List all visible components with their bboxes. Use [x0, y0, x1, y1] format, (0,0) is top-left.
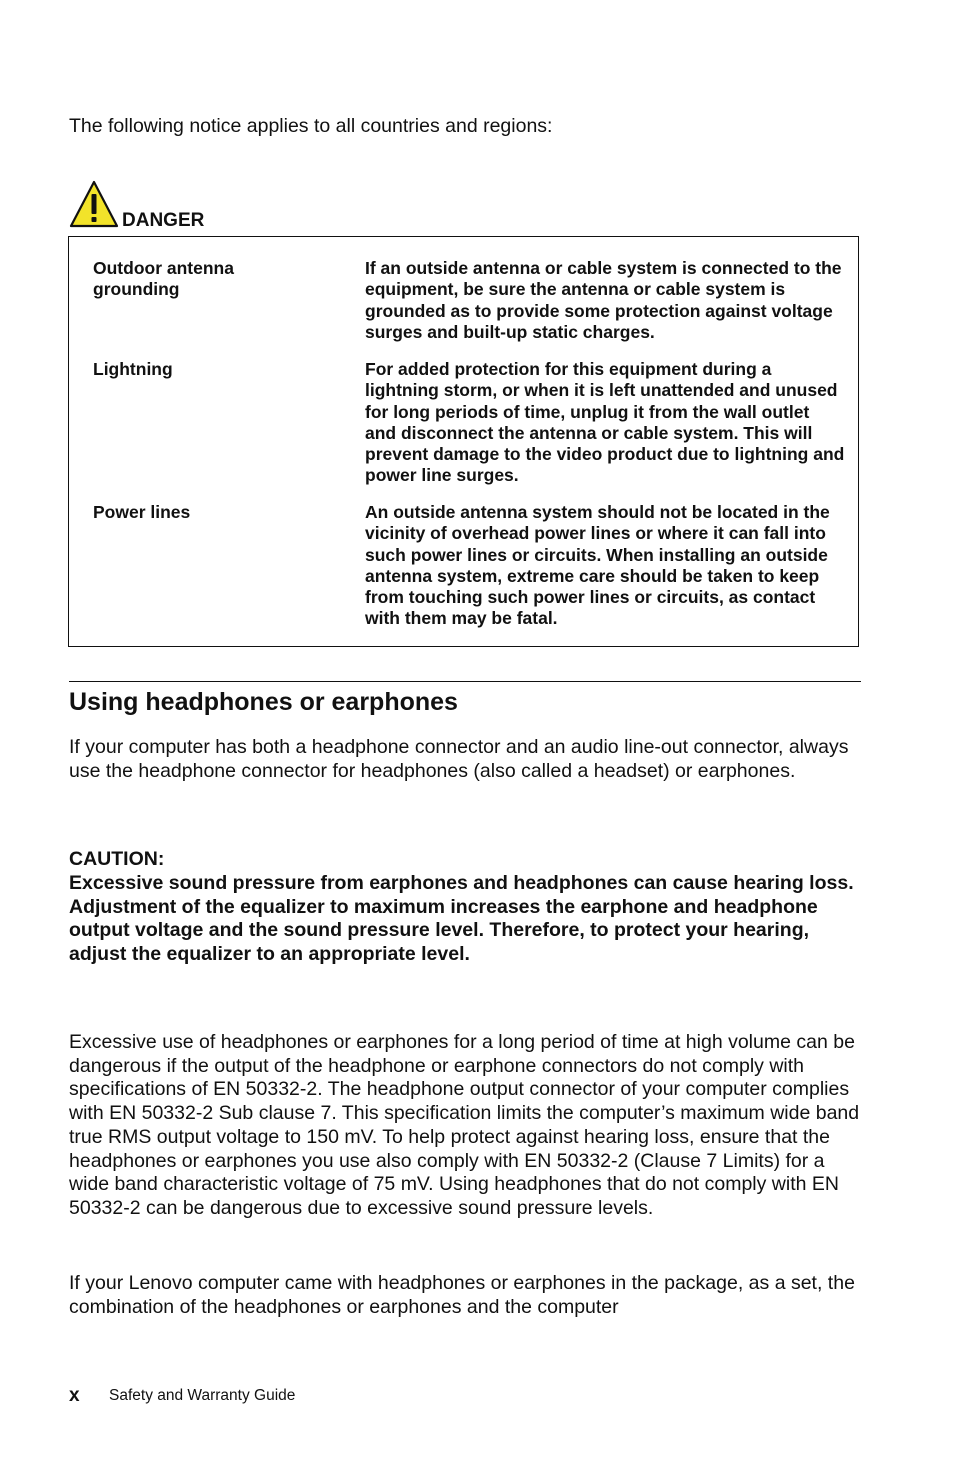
- danger-description: An outside antenna system should not be located in the vicinity of overhead power lines or where it can fall into such power lines or circuits. When installing an outside antenna system, extreme care should be taken to keep from touching such power lines or circuits, as contact with them may be fatal.: [365, 502, 830, 629]
- danger-header: [69, 180, 369, 230]
- section-divider: [69, 681, 861, 682]
- danger-term: Lightning: [93, 359, 173, 379]
- danger-notice-box: [68, 236, 859, 647]
- intro-text: The following notice applies to all countries and regions:: [69, 115, 553, 137]
- danger-label: DANGER: [122, 210, 205, 231]
- warning-triangle-icon: [69, 180, 119, 230]
- danger-term: Power lines: [93, 502, 191, 522]
- danger-term: Outdoor antenna grounding: [93, 258, 234, 300]
- paragraph-connector: If your computer has both a headphone connector and an audio line-out connector, always use the headphone connector for headphones (also called a headset) or earphones.: [69, 736, 849, 782]
- page-number: x: [69, 1385, 80, 1406]
- danger-description: For added protection for this equipment during a lightning storm, or when it is left unattended and unused for long periods of time, unplug it from the wall outlet and disconnect the antenna or cable system. This will prevent damage to the video product due to lightning and power line surges.: [365, 359, 845, 486]
- paragraph-en50332: Excessive use of headphones or earphones for a long period of time at high volume can be dangerous if the output of the headphone or earphone connectors do not comply with specifications of EN 50332-2. The headphone output connector of your computer complies with EN 50332-2 Sub clause 7. This specification limits the computer’s maximum wide band true RMS output voltage to 150 mV. To help protect against hearing loss, ensure that the headphones or earphones you use also comply with EN 50332-2 (Clause 7 Limits) for a wide band characteristic voltage of 75 mV. Using headphones that do not comply with EN 50332-2 can be dangerous due to excessive sound pressure levels.: [69, 1031, 860, 1219]
- footer-title: Safety and Warranty Guide: [109, 1387, 296, 1404]
- danger-description: If an outside antenna or cable system is connected to the equipment, be sure the antenna or cable system is grounded as to provide some protection against voltage surges and built-up static charges.: [365, 258, 842, 342]
- section-heading: Using headphones or earphones: [69, 688, 458, 716]
- paragraph-lenovo-package: If your Lenovo computer came with headphones or earphones in the package, as a set, the combination of the headphones or earphones and the computer: [69, 1272, 855, 1318]
- caution-label: CAUTION:: [69, 848, 165, 870]
- caution-text: Excessive sound pressure from earphones and headphones can cause hearing loss. Adjustment of the equalizer to maximum increases the earphone and headphone output voltage and the sound pressure level. Therefore, to protect your hearing, adjust the equalizer to an appropriate level.: [69, 872, 854, 966]
